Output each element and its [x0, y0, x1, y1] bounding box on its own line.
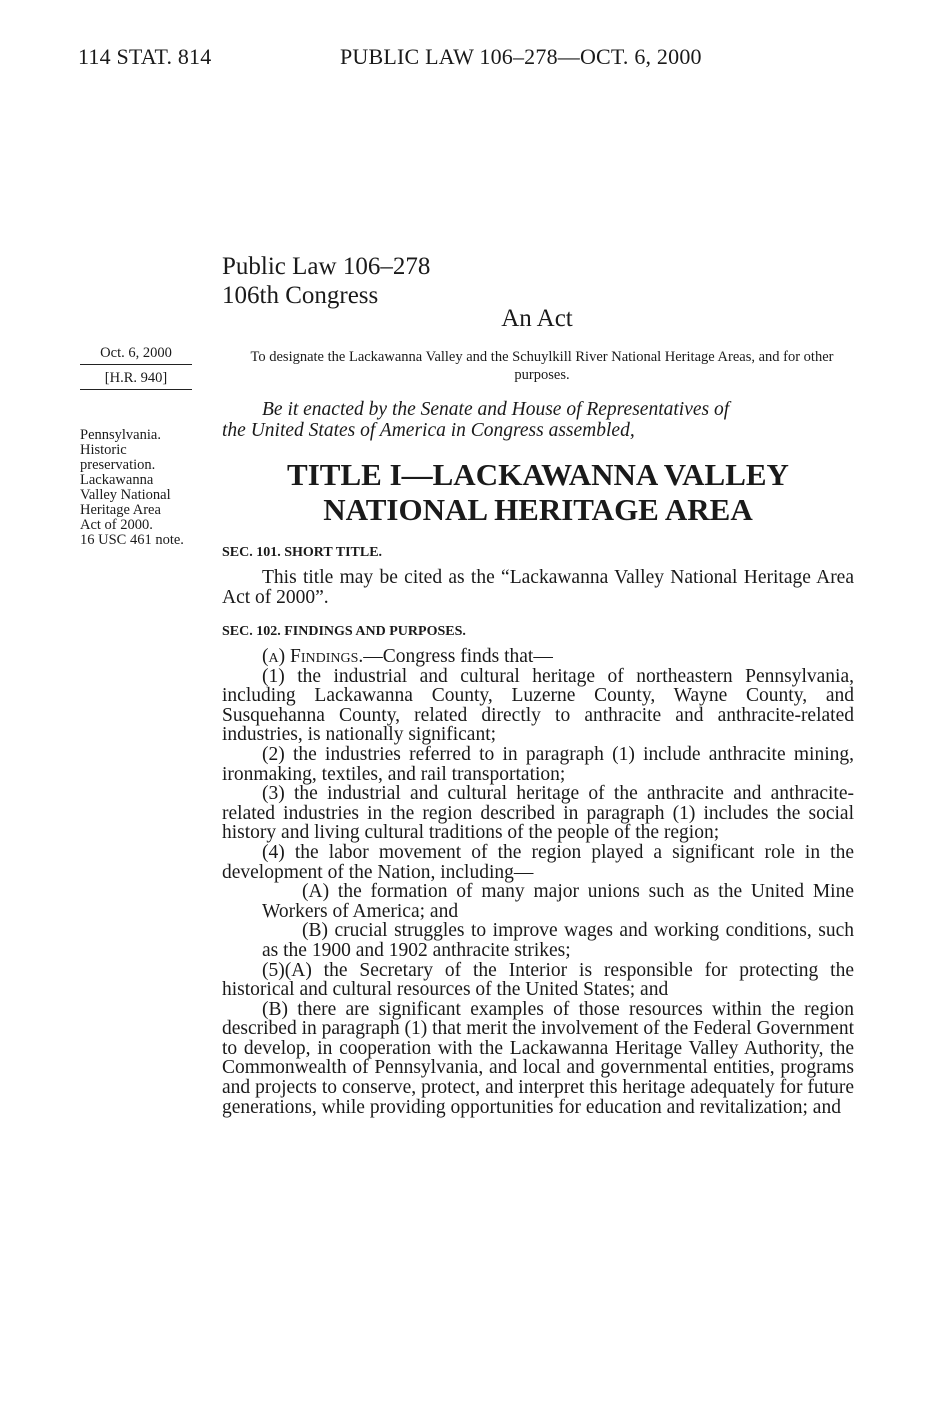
enacting-line-2: the United States of America in Congress assembled, — [222, 420, 635, 441]
section-101 — [222, 545, 854, 607]
section-text: This title may be cited as the “Lackawanna Valley National Heritage Area Act of 2000”. — [222, 567, 854, 608]
public-law-number: Public Law 106–278 — [222, 253, 431, 280]
margin-topic: Pennsylvania. — [80, 427, 161, 443]
paragraph-2: (2) the industries referred to in paragraph (1) include anthracite mining, ironmaking, textiles, and rail transportation; — [222, 743, 854, 785]
margin-topic: Heritage Area — [80, 502, 161, 518]
title-heading — [222, 457, 854, 527]
congress-number: 106th Congress — [222, 282, 379, 309]
enacting-clause — [222, 399, 854, 441]
margin-topics — [80, 428, 210, 548]
subsection-a — [222, 647, 854, 667]
paragraph-4: (4) the labor movement of the region played a significant role in the development of the Nation, including— — [222, 841, 854, 883]
subsection-label: (a) Findings. — [262, 646, 364, 667]
law-reference: PUBLIC LAW 106–278—OCT. 6, 2000 — [340, 44, 702, 69]
law-identification — [222, 252, 430, 310]
section-102 — [222, 624, 854, 1117]
section-heading: SEC. 101. SHORT TITLE. — [222, 545, 383, 560]
margin-notes — [80, 346, 210, 548]
margin-topic: preservation. — [80, 457, 156, 473]
paragraph-4a — [222, 882, 854, 921]
paragraph-4b — [222, 921, 854, 960]
running-head — [78, 44, 778, 70]
margin-divider — [80, 364, 192, 365]
margin-topic: Act of 2000. — [80, 517, 153, 533]
paragraph-5b: (B) there are significant examples of those resources within the region described in paragraph (1) that merit the involvement of the Federal Government to develop, in cooperation with the Lackawanna Heritage Valley Authority, the Commonwealth of Pennsylvania, and local and governmental entities, programs and projects to conserve, protect, and interpret this heritage adequately for future generations, while providing opportunities for education and revitalization; and — [222, 998, 854, 1118]
margin-date: Oct. 6, 2000 — [100, 345, 172, 361]
paragraph-text: (B) crucial struggles to improve wages and working conditions, such as the 1900 and 1902 anthracite strikes; — [262, 920, 854, 961]
enacting-line-1: Be it enacted by the Senate and House of Representatives of — [262, 399, 730, 420]
paragraph-5a: (5)(A) the Secretary of the Interior is responsible for protecting the historical and cultural resources of the United States; and — [222, 959, 854, 1001]
title-line-1: TITLE I—LACKAWANNA VALLEY — [287, 457, 789, 492]
margin-topic: Historic — [80, 442, 127, 458]
margin-divider — [80, 389, 192, 390]
act-purpose: To designate the Lackawanna Valley and the Schuylkill River National Heritage Areas, and for other purposes. — [250, 349, 834, 383]
stat-reference: 114 STAT. 814 — [78, 44, 212, 69]
margin-topic: Lackawanna — [80, 472, 154, 488]
paragraph-1: (1) the industrial and cultural heritage of northeastern Pennsylvania, including Lackawanna County, Luzerne County, Wayne County, and Susquehanna County, related directly to anthracite and anthracite-related industries, is nationally significant; — [222, 665, 854, 746]
paragraph-text: (A) the formation of many major unions such as the United Mine Workers of America; and — [262, 881, 854, 922]
title-line-2: NATIONAL HERITAGE AREA — [323, 492, 753, 527]
bill-number: [H.R. 940] — [104, 370, 168, 386]
margin-topic: 16 USC 461 note. — [80, 532, 184, 548]
paragraph-3: (3) the industrial and cultural heritage of the anthracite and anthracite-related industries in the region described in paragraph (1) includes the social history and living cultural traditions of the people of the region; — [222, 783, 854, 844]
margin-topic: Valley National — [80, 487, 171, 503]
section-heading: SEC. 102. FINDINGS AND PURPOSES. — [222, 624, 466, 639]
act-heading: An Act — [501, 305, 573, 332]
subsection-intro: —Congress finds that— — [363, 646, 553, 667]
